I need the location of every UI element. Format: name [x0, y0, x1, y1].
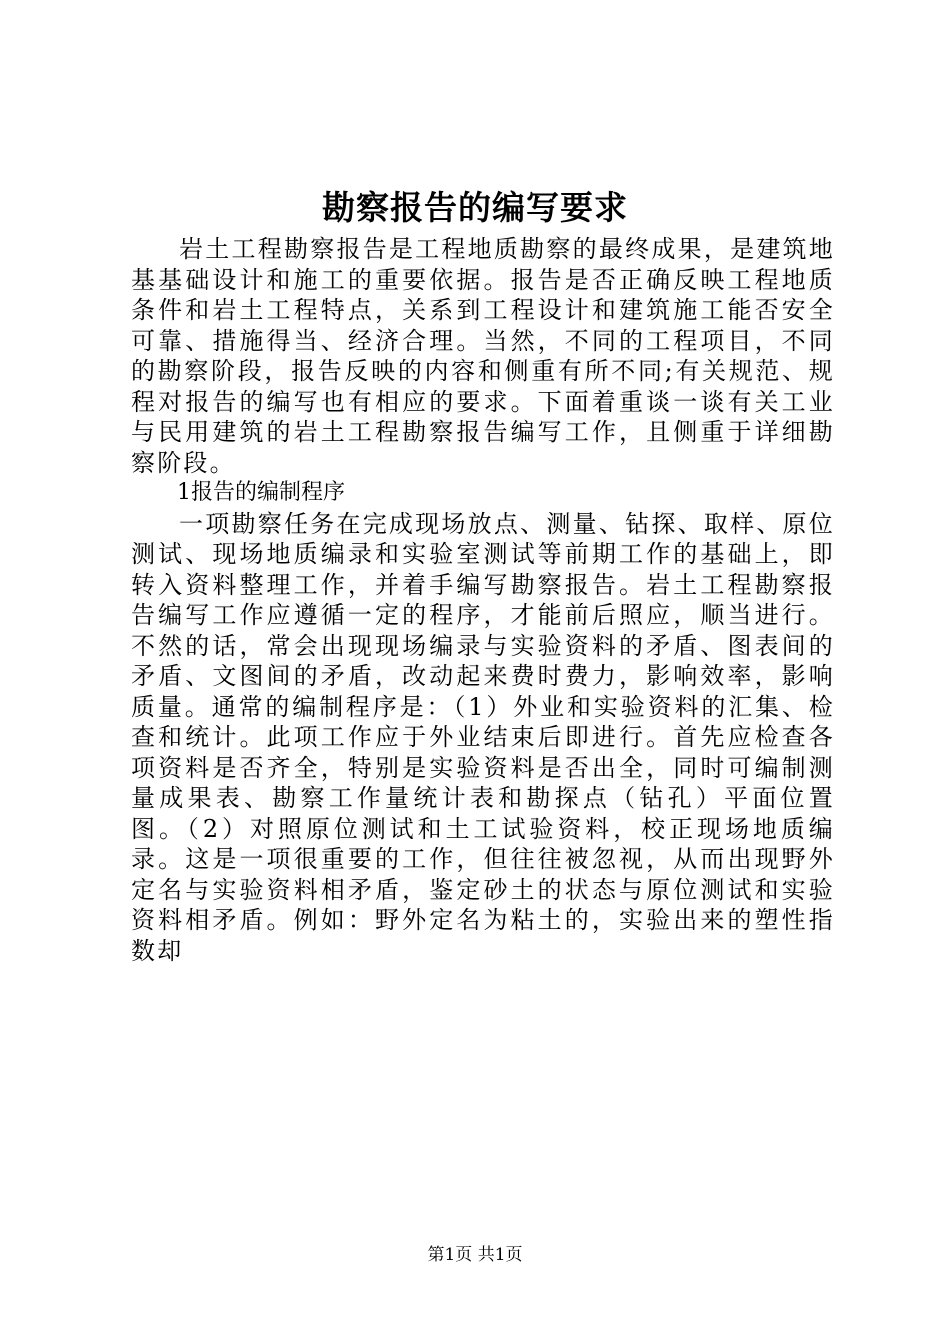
section-heading: 1报告的编制程序: [177, 480, 345, 505]
document-body: [131, 234, 835, 966]
paragraph-procedure: 一项勘察任务在完成现场放点、测量、钻探、取样、原位测试、现场地质编录和实验室测试等前期工作的基础上，即转入资料整理工作，并着手编写勘察报告。岩土工程勘察报告编写工作应遵循一定的程序，才能前后照应，顺当进行。不然的话，常会出现现场编录与实验资料的矛盾、图表间的矛盾、文图间的矛盾，改动起来费时费力，影响效率，影响质量。通常的编制程序是：（1）外业和实验资料的汇集、检查和统计。此项工作应于外业结束后即进行。首先应检查各项资料是否齐全，特别是实验资料是否出全，同时可编制测量成果表、勘察工作量统计表和勘探点（钻孔）平面位置图。（2）对照原位测试和土工试验资料，校正现场地质编录。这是一项很重要的工作，但往往被忽视，从而出现野外定名与实验资料相矛盾，鉴定砂土的状态与原位测试和实验资料相矛盾。例如：野外定名为粘土的，实验出来的塑性指数却: [131, 509, 835, 965]
page-title: 勘察报告的编写要求: [322, 188, 628, 227]
paragraph-intro: 岩土工程勘察报告是工程地质勘察的最终成果，是建筑地基基础设计和施工的重要依据。报告是否正确反映工程地质条件和岩土工程特点，关系到工程设计和建筑施工能否安全可靠、措施得当、经济合理。当然，不同的工程项目，不同的勘察阶段，报告反映的内容和侧重有所不同;有关规范、规程对报告的编写也有相应的要求。下面着重谈一谈有关工业与民用建筑的岩土工程勘察报告编写工作，且侧重于详细勘察阶段。: [131, 235, 835, 477]
page-footer: 第1页 共1页: [427, 1245, 523, 1265]
